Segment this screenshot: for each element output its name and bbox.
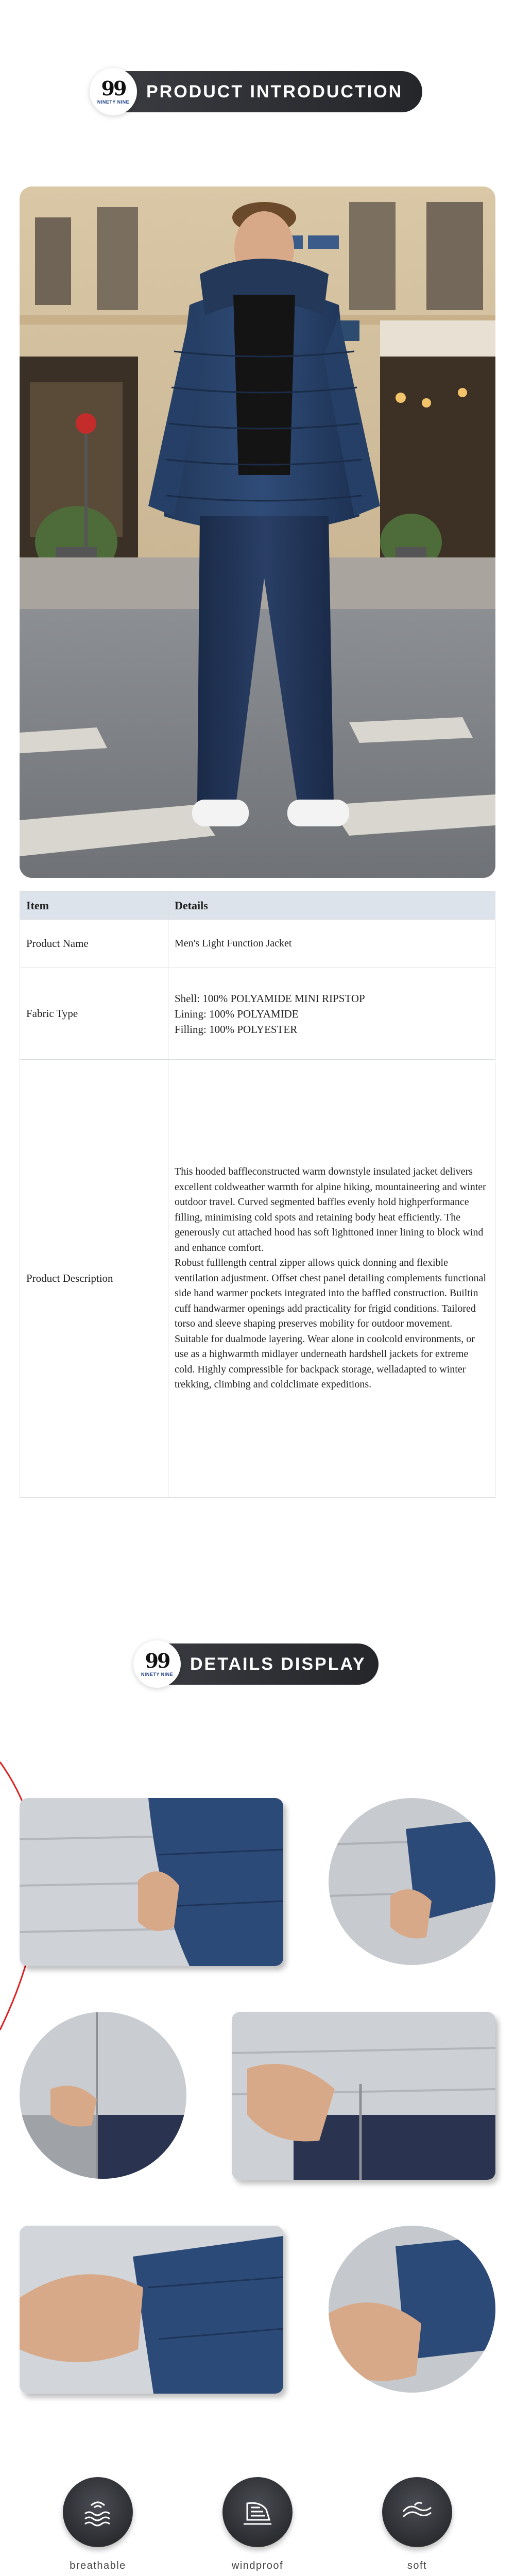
feature-windproof — [216, 2477, 299, 2572]
brand-logo-text: NINETY NINE — [97, 99, 130, 105]
col-header-details: Details — [168, 892, 495, 920]
breathable-icon — [63, 2477, 133, 2547]
product-introduction-header — [93, 71, 422, 112]
row-label: Product Name — [20, 920, 168, 968]
detail-photo-cuff — [20, 2226, 283, 2394]
description-paragraph: Robust fulllength central zipper allows quick donning and flexible ventilation adjustment. Offset chest panel detailing complements functional side hand warmer pockets integrated into the baffled construction. Builtin cuff handwarmer openings add practicality for frigid conditions. Tailored torso and sleeve shaping preserves mobility for outdoor movement. — [175, 1257, 487, 1330]
row-value — [168, 1060, 495, 1498]
hero-product-photo — [20, 187, 495, 878]
fabric-line: Lining: 100% POLYAMIDE — [175, 1007, 299, 1020]
col-header-item: Item — [20, 892, 168, 920]
description-paragraph: Suitable for dualmode layering. Wear alone in coolcold environments, or use as a highwarmth midlayer underneath hardshell jackets for extreme cold. Highly compressible for backpack storage, welladapted to winter trekking, climbing and coldclimate expeditions. — [175, 1333, 475, 1391]
brand-logo — [133, 1640, 181, 1688]
table-row-fabric-type — [20, 968, 495, 1060]
feature-label: windproof — [231, 2560, 284, 2571]
section-title: DETAILS DISPLAY — [190, 1654, 366, 1674]
detail-photo-pocket — [20, 1798, 283, 1966]
row-value — [168, 968, 495, 1060]
details-display-header — [136, 1643, 379, 1685]
detail-photo-zipper-pull — [232, 2012, 495, 2180]
product-spec-table — [20, 891, 495, 1498]
fabric-line: Filling: 100% POLYESTER — [175, 1023, 298, 1036]
table-row-product-description — [20, 1060, 495, 1498]
fabric-line: Shell: 100% POLYAMIDE MINI RIPSTOP — [175, 992, 365, 1005]
table-row-product-name — [20, 920, 495, 968]
feature-soft — [376, 2477, 458, 2572]
detail-photo-cuff-circle — [329, 2226, 495, 2393]
brand-logo-text: NINETY NINE — [141, 1672, 174, 1677]
feature-label: soft — [407, 2560, 427, 2571]
row-label: Product Description — [20, 1060, 168, 1498]
feature-breathable — [57, 2477, 139, 2572]
row-label: Fabric Type — [20, 968, 168, 1060]
brand-logo — [90, 68, 137, 115]
windproof-icon — [222, 2477, 293, 2547]
table-header-row — [20, 892, 495, 920]
description-paragraph: This hooded baffleconstructed warm downstyle insulated jacket delivers excellent coldweather warmth for alpine hiking, mountaineering and winter outdoor travel. Curved segmented baffles evenly hold highperformance filling, minimising cold spots and retaining body heat efficiently. The generously cut attached hood has soft lighttoned inner lining to block wind and enhance comfort. — [175, 1166, 486, 1253]
row-value: Men's Light Function Jacket — [168, 920, 495, 968]
brand-logo-mark: 99 — [101, 77, 126, 100]
detail-photo-zipper-circle — [20, 2012, 186, 2179]
soft-icon — [382, 2477, 452, 2547]
detail-photo-sleeve-circle — [329, 1798, 495, 1965]
brand-logo-mark: 99 — [145, 1649, 169, 1672]
feature-label: breathable — [70, 2560, 126, 2571]
section-title: PRODUCT INTRODUCTION — [146, 82, 403, 101]
